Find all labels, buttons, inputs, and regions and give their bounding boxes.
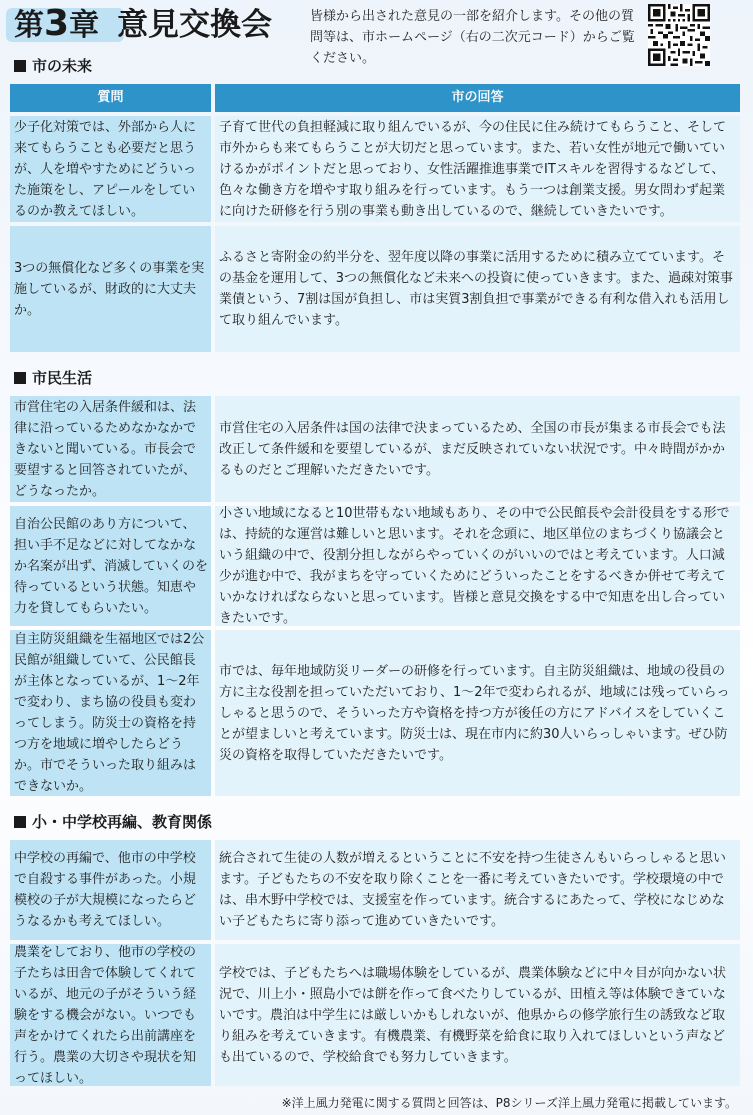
chapter-heading: [6, 2, 272, 46]
section-title: 小・中学校再編、教育関係: [32, 813, 213, 831]
square-bullet-icon: [14, 372, 26, 384]
chapter-title: 意見交換会: [117, 7, 273, 43]
intro-text: 皆様から出された意見の一部を紹介します。その他の質問等は、市ホームページ（右の二次元コード）からご覧ください。: [310, 9, 635, 66]
square-bullet-icon: [14, 816, 26, 828]
chapter-suffix: 章: [69, 8, 100, 43]
question-cell: 中学校の再編で、他市の中学校で自殺する事件があった。小規模校の子が大規模になったらどうなるかも考えてほしい。: [10, 840, 211, 940]
chapter-number: 3: [44, 3, 70, 44]
chapter-prefix: 第: [14, 8, 44, 43]
answer-cell: 子育て世代の負担軽減に取り組んでいるが、今の住民に住み続けてもらうこと、そして市外からも来てもらうことが大切だと思っています。また、若い女性が地元で働いていけるかがポイントだと思っており、女性活躍推進事業でITスキルを習得するなどして、色々な働き方を増やす取り組みを行っています。もう一つは創業支援。男女問わず起業に向けた研修を行う別の事業も動き出しているので、継続していきたいです。: [215, 116, 740, 222]
section-heading-school: [14, 810, 212, 834]
square-bullet-icon: [14, 60, 26, 72]
answer-cell: 小さい地域になると10世帯もない地域もあり、その中で公民館長や会計役員をする形では、持続的な運営は難しいと思います。それを念頭に、地区単位のまちづくり協議会という組織の中で、役割分担しながらやっていくのがいいのではと考えています。人口減少が進む中で、我がまちを守っていくためにどういったことをするべきか併せて考えていかなければならないと思っています。皆様と意見交換をする中で知恵を出し合っていきたいです。: [215, 506, 740, 626]
question-cell: 3つの無償化など多くの事業を実施しているが、財政的に大丈夫か。: [10, 226, 211, 352]
question-cell: 市営住宅の入居条件緩和は、法律に沿っているためなかなかできないと聞いている。市長会で要望すると回答されていたが、どうなったか。: [10, 396, 211, 502]
footnote: ※洋上風力発電に関する質問と回答は、P8シリーズ洋上風力発電に掲載しています。: [281, 1096, 737, 1110]
question-cell: 自治公民館のあり方について、担い手不足などに対してなかなか名案が出ず、消滅していくのを待っているという状態。知恵や力を貸してもらいたい。: [10, 506, 211, 626]
section-title: 市の未来: [32, 57, 93, 75]
answer-cell: 市では、毎年地域防災リーダーの研修を行っています。自主防災組織は、地域の役員の方に主な役割を担っていただいており、1～2年で変わられるが、地域には残っていらっしゃると思うので、そういった方や資格を持つ方が後任の方にアドバイスをしていくことが望ましいと考えています。防災士は、現在市内に約30人いらっしゃいます。ぜひ防災の資格を取得していただきたいです。: [215, 630, 740, 796]
section-title: 市民生活: [32, 369, 93, 387]
section-heading-future: [14, 54, 92, 78]
question-cell: 自主防災組織を生福地区では2公民館が組織していて、公民館長が主体となっているが、1～2年で変わり、まち協の役員も変わってしまう。防災士の資格を持つ方を地域に増やしたらどうか。市でそういった取り組みはできないか。: [10, 630, 211, 796]
answer-cell: ふるさと寄附金の約半分を、翌年度以降の事業に活用するために積み立てています。その基金を運用して、3つの無償化など未来への投資に使っていきます。また、過疎対策事業債という、7割は国が負担し、市は実質3割負担で事業ができる有利な借入れも活用して取り組んでいます。: [215, 226, 740, 352]
question-cell: 少子化対策では、外部から人に来てもらうことも必要だと思うが、人を増やすためにどういった施策をし、アピールをしているのか教えてほしい。: [10, 116, 211, 222]
answer-cell: 市営住宅の入居条件は国の法律で決まっているため、全国の市長が集まる市長会でも法改正して条件緩和を要望しているが、まだ反映されていない状況です。中々時間がかかるものだとご理解いただきたいです。: [215, 396, 740, 502]
qr-code-icon[interactable]: [648, 4, 710, 66]
section-heading-citizen-life: [14, 366, 92, 390]
column-header-answer: 市の回答: [215, 84, 740, 112]
answer-cell: 学校では、子どもたちへは職場体験をしているが、農業体験などに中々目が向かない状況で、川上小・照島小では餅を作って食べたりしているが、田植え等は体験できていないです。農泊は中学生には厳しいかもしれないが、他県からの修学旅行生の誘致など取り組みを考えていきます。有機農業、有機野菜を給食に取り入れてほしいという声なども出ているので、学校給食でも努力していきます。: [215, 944, 740, 1086]
column-header-question: 質問: [10, 84, 211, 112]
answer-cell: 統合されて生徒の人数が増えるということに不安を持つ生徒さんもいらっしゃると思います。子どもたちの不安を取り除くことを一番に考えていきたいです。学校環境の中では、串木野中学校では、支援室を作っています。統合するにあたって、学校になじめない子どもたちに寄り添って進めていきたいです。: [215, 840, 740, 940]
question-cell: 農業をしており、他市の学校の子たちは田舎で体験してくれているが、地元の子がそういう経験をする機会がない。いつでも声をかけてくれたら出前講座を行う。農業の大切さや現状を知ってほしい。: [10, 944, 211, 1086]
